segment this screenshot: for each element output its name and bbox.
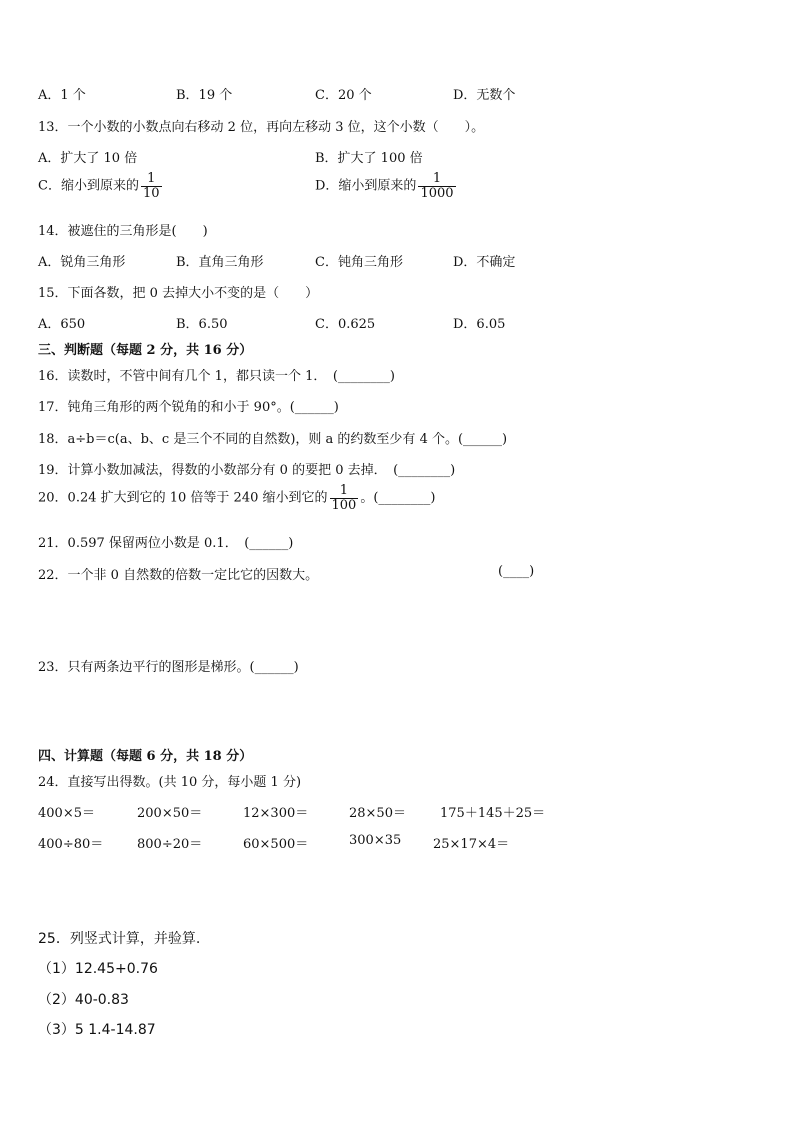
q15-option-b: B．6.50 <box>176 317 228 332</box>
fraction-denominator: 100 <box>331 497 357 513</box>
q15-option-d: D．6.05 <box>453 317 506 332</box>
calc-item: 28×50＝ <box>349 806 406 821</box>
q13-stem: 13．一个小数的小数点向右移动 2 位，再向左移动 3 位，这个小数（ ）。 <box>38 120 485 135</box>
q20-prefix: 20．0.24 扩大到它的 10 倍等于 240 缩小到它的 <box>38 490 328 506</box>
q13-option-d <box>315 172 458 200</box>
calc-item: 25×17×4＝ <box>433 837 510 852</box>
q16-text: 16．读数时，不管中间有几个 1，都只读一个 1． (________) <box>38 369 395 384</box>
q22-text: 22．一个非 0 自然数的倍数一定比它的因数大。 <box>38 568 319 583</box>
calc-item: 60×500＝ <box>243 837 309 852</box>
q14-option-c: C．钝角三角形 <box>315 255 403 270</box>
q13-option-a: A．扩大了 10 倍 <box>38 151 138 166</box>
q12-option-c: C．20 个 <box>315 88 372 103</box>
q14-stem: 14．被遮住的三角形是( ) <box>38 224 208 239</box>
q22-answer-blank: (____) <box>498 564 535 579</box>
q25-stem: 25．列竖式计算，并验算. <box>38 931 201 947</box>
q24-stem: 24．直接写出得数。(共 10 分，每小题 1 分) <box>38 775 302 790</box>
calc-item: 175＋145＋25＝ <box>440 806 546 821</box>
fraction-numerator: 1 <box>432 171 442 186</box>
q23-text: 23．只有两条边平行的图形是梯形。(______) <box>38 660 299 675</box>
calc-item: 400÷80＝ <box>38 837 104 852</box>
q18-text: 18．a÷b＝c(a、b、c 是三个不同的自然数)，则 a 的约数至少有 4 个。(______) <box>38 432 508 447</box>
q25-item-1: （1）12.45+0.76 <box>38 961 158 977</box>
fraction-numerator: 1 <box>339 483 349 498</box>
q13-option-d-text: D．缩小到原来的 <box>315 178 417 194</box>
q20-suffix: 。(________) <box>360 490 436 506</box>
q12-option-b: B．19 个 <box>176 88 233 103</box>
q13-option-c-text: C．缩小到原来的 <box>38 178 139 194</box>
q20-text <box>38 484 436 512</box>
q15-option-c: C．0.625 <box>315 317 376 332</box>
q20-fraction <box>330 484 359 512</box>
calc-item: 800÷20＝ <box>137 837 203 852</box>
q14-option-b: B．直角三角形 <box>176 255 264 270</box>
q13-option-b: B．扩大了 100 倍 <box>315 151 423 166</box>
q17-text: 17．钝角三角形的两个锐角的和小于 90°。(______) <box>38 400 339 415</box>
section-4-heading: 四、计算题（每题 6 分，共 18 分） <box>38 749 253 764</box>
q13-option-c <box>38 172 164 200</box>
q19-text: 19．计算小数加减法，得数的小数部分有 0 的要把 0 去掉． (________) <box>38 463 456 478</box>
calc-item: 400×5＝ <box>38 806 95 821</box>
q13-option-c-fraction <box>141 172 162 200</box>
q15-stem: 15．下面各数，把 0 去掉大小不变的是（ ） <box>38 286 319 301</box>
fraction-numerator: 1 <box>147 171 156 186</box>
q15-option-a: A．650 <box>38 317 86 332</box>
q14-option-a: A．锐角三角形 <box>38 255 126 270</box>
q14-option-d: D．不确定 <box>453 255 516 270</box>
calc-item: 200×50＝ <box>137 806 203 821</box>
q21-text: 21．0.597 保留两位小数是 0.1． (______) <box>38 536 294 551</box>
calc-item: 12×300＝ <box>243 806 309 821</box>
fraction-denominator: 10 <box>142 185 160 201</box>
q12-option-d: D．无数个 <box>453 88 516 103</box>
q25-item-2: （2）40-0.83 <box>38 992 129 1008</box>
q13-option-d-fraction <box>418 172 455 200</box>
q25-item-3: （3）5 1.4-14.87 <box>38 1022 156 1038</box>
fraction-denominator: 1000 <box>420 185 454 201</box>
q12-option-a: A．1 个 <box>38 88 86 103</box>
calc-item: 300×35 <box>349 833 402 848</box>
section-3-heading: 三、判断题（每题 2 分，共 16 分） <box>38 343 253 358</box>
